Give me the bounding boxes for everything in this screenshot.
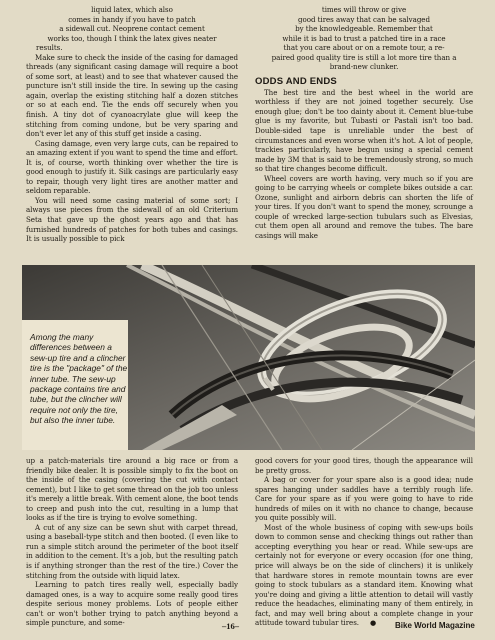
column-top-right (255, 5, 473, 241)
paragraph: Make sure to check the inside of the casing for damaged threads (any significant casing damage will require a boot of some sort, at least) and to see that whatever caused the puncture isn't still inside the tire. In sewing up the casing again, overlap the existing stitching half a dozen stitches or so at each end. Tie the ends off securely when you finish. A tiny dot of cyanoacrylate glue will keep the stitching from coming undone, but be very sparing and don't ever let any of this stuff get inside a casing. (26, 52, 238, 139)
paragraph: good covers for your good tires, though the appearance will be pretty gross. (255, 456, 473, 475)
paragraph: You will need some casing material of some sort; I always use pieces from the sidewall of an old Criterium Seta that gave up the ghost years ago and that has furnished hundreds of patches for both tubes and casings. It is usually possible to pick (26, 195, 238, 244)
paragraph: comes in handy if you have to patch (68, 14, 196, 24)
column-top-left (26, 5, 238, 244)
column-bottom-left (26, 456, 238, 628)
paragraph: good tires away that can be salvaged (298, 14, 430, 24)
paragraph: A cut of any size can be sewn shut with carpet thread, using a baseball-type stitch and then booted. (I even like to run a simple stitch around the perimeter of the boot itself in addition to the cement. It's a job, but the resulting patch is if anything stronger than the rest of the tire.) Cover the stitching from the outside with liquid latex. (26, 522, 238, 580)
end-mark: ● (370, 618, 377, 628)
paragraph: by the knowledgeable. Remember that (295, 24, 433, 34)
magazine-name: Bike World Magazine (395, 621, 475, 630)
paragraph: times will throw or give (321, 5, 407, 14)
paragraph: brand-new clunker. (329, 62, 399, 72)
paragraph: Learning to patch tires really well, especially badly damaged ones, is a way to acquire some really good tires despite serious money problems. Lots of people either can't or won't bother trying to patch anything beyond a simple puncture, and some- (26, 580, 238, 628)
photo-caption: Among the many differences between a sew-up tire and a clincher tire is the "package" of the inner tube. The sew-up package contains tire and tube, but the clincher will require not only the tire, but also the inner tube. (30, 332, 128, 426)
paragraph: A bag or cover for your spare also is a good idea; nude spares hanging under saddles have a terribly rough life. Care for your spare as if you were going to have to ride hundreds of miles on it with no chance to change, because you quite possibly will. (255, 475, 473, 523)
paragraph: results. (36, 43, 63, 53)
paragraph-last (255, 523, 473, 628)
paragraph: up a patch-materials tire around a big race or from a friendly bike dealer. It is possible simply to fix the boot on the inside of the casing (covering the cut with contact cement), but I like to get some thread on the job too unless it's merely a little break. With cement alone, the boot tends to creep and push into the cut, resulting in a lump that looks as if the tire is trying to evolve something. (26, 456, 238, 523)
paragraph: Casing damage, even very large cuts, can be repaired to an amazing extent if you want to spend the time and effort. It is, of course, worth thinking over whether the tire is good enough to justify it. Silk casings are particularly easy to repair, though very light tires are another matter and seldom reparable. (26, 138, 238, 196)
paragraph: while it is bad to trust a patched tire in a race (282, 33, 446, 43)
paragraph: paired good quality tire is still a lot more tire than a (271, 52, 457, 62)
paragraph: works too, though I think the latex gives neater (47, 33, 217, 43)
page-number: –16– (222, 621, 239, 631)
paragraph: a sidewall cut. Neoprene contact cement (59, 24, 205, 34)
paragraph: Wheel covers are worth having, very much so if you are going to be carrying wheels or complete bikes outside a car. Ozone, sunlight and airborn debris can shorten the life of your tires. If you don't want to spend the money, scrounge a couple of wrecked large-section tubulars such as Elvesias, cut them open all around and remove the tubes. The bare casings will make (255, 173, 473, 241)
column-bottom-right (255, 456, 473, 628)
section-heading: ODDS AND ENDS (255, 75, 337, 87)
paragraph: The best tire and the best wheel in the world are worthless if they are not joined together securely. Use enough glue; don't be too dainty about it. Cement blue-tube glue is my favorite, but Tubasti or Pastali isn't too bad. Double-sided tape is unreliable under the best of circumstances and even worse when it's hot. A lot of people, trackies particularly, have begun using a special cement made by 3M that is said to be tremendously strong, so much so that tire changes become difficult. (255, 87, 473, 174)
paragraph-text: Most of the whole business of coping with sew-ups boils down to common sense and checking things out rather than accepting everything you hear or read. While sew-ups are certainly not for everyone or every occasion (for one thing, price will always be on the side of clinchers) it is unlikely that hardware stores in remote mountain towns are ever going to stock tubulars as a standard item. Knowing what you're doing and giving a little attention to detail will vastly reduce the headaches, eliminating many of them entirely, in fact, and may well bring about a complete change in your attitude toward tubular tires. (255, 522, 473, 628)
paragraph: liquid latex, which also (91, 5, 173, 14)
paragraph: that you care about or on a remote tour, a re- (283, 43, 445, 53)
